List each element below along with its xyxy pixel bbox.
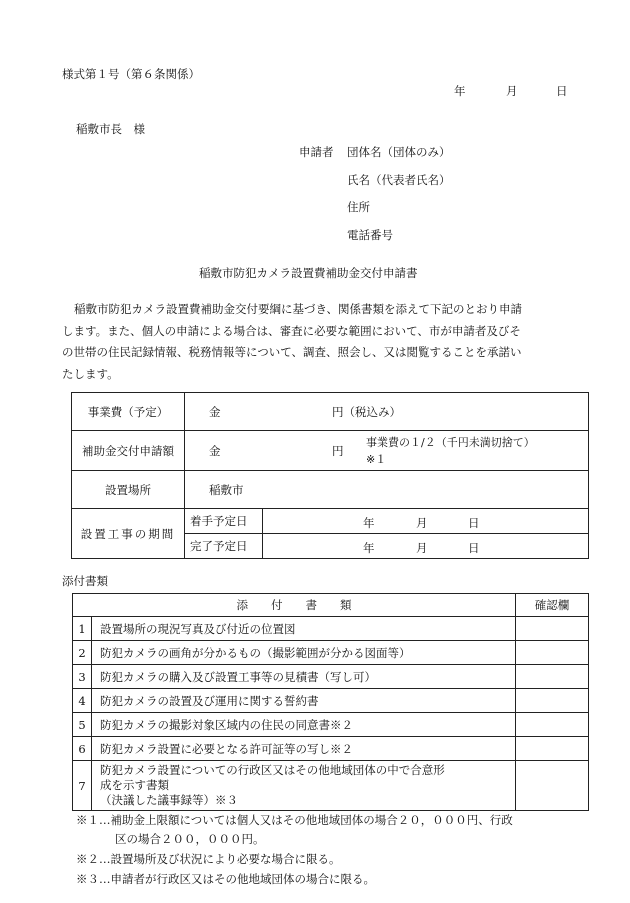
attachment-item: 防犯カメラの画角が分かるもの（撮影範囲が分かる図面等） [92, 641, 516, 665]
row-number: 2 [73, 641, 92, 665]
start-date-label: 着手予定日 [185, 509, 263, 534]
check-column-header: 確認欄 [516, 594, 589, 617]
project-cost-field[interactable] [185, 393, 589, 431]
row-number: 1 [73, 617, 92, 641]
applicant-group-name: 団体名（団体のみ） [347, 145, 451, 159]
check-cell[interactable] [516, 617, 589, 641]
body-line-2: します。また、個人の申請による場合は、審査に必要な範囲において、市が申請者及びそ [62, 323, 521, 338]
subsidy-kin: 金 [209, 443, 221, 458]
applicant-name: 氏名（代表者氏名） [347, 173, 451, 187]
end-day: 日 [468, 541, 480, 555]
start-day: 日 [468, 516, 480, 530]
form-number: 様式第１号（第６条関係） [62, 67, 200, 81]
attachment-item: 防犯カメラの購入及び設置工事等の見積書（写し可） [92, 665, 516, 689]
project-cost-unit: 円（税込み） [332, 405, 401, 419]
application-table [71, 392, 589, 559]
row-number: 4 [73, 689, 92, 713]
location-label: 設置場所 [72, 471, 185, 509]
end-date-field[interactable] [263, 534, 589, 559]
row-number: 3 [73, 665, 92, 689]
check-cell[interactable] [516, 713, 589, 737]
note-1-cont: 区の場合２００，０００円。 [115, 832, 265, 846]
period-label: 設置工事の期間 [72, 509, 185, 559]
start-month: 月 [416, 516, 428, 530]
note-1: ※１…補助金上限額については個人又はその他地域団体の場合２０，０００円、行政 [76, 813, 513, 827]
row-number: 5 [73, 713, 92, 737]
subsidy-note: 事業費の１/２（千円未満切捨て） [366, 436, 535, 449]
check-cell[interactable] [516, 737, 589, 761]
note-2: ※２…設置場所及び状況により必要な場合に限る。 [76, 852, 341, 866]
end-month: 月 [416, 541, 428, 555]
end-date-label: 完了予定日 [185, 534, 263, 559]
end-year: 年 [363, 541, 375, 555]
project-cost-label: 事業費（予定） [72, 393, 185, 431]
date-month: 月 [506, 84, 518, 98]
subsidy-note-ref: ※１ [366, 453, 387, 466]
row-number: 6 [73, 737, 92, 761]
check-cell[interactable] [516, 761, 589, 811]
check-cell[interactable] [516, 689, 589, 713]
row7-line-1: 防犯カメラ設置についての行政区又はその他地域団体の中で合意形 [100, 763, 445, 777]
applicant-address: 住所 [347, 200, 370, 214]
attachment-item: 防犯カメラの設置及び運用に関する誓約書 [92, 689, 516, 713]
row7-line-2: 成を示す書類 [100, 778, 169, 792]
start-date-field[interactable] [263, 509, 589, 534]
attachment-item [92, 761, 516, 811]
date-year: 年 [454, 84, 466, 98]
attachment-item: 防犯カメラ設置に必要となる許可証等の写し※２ [92, 737, 516, 761]
attachments-table [72, 593, 589, 811]
row7-line-3: （決議した議事録等）※３ [100, 793, 238, 807]
applicant-label: 申請者 [299, 145, 334, 159]
subsidy-label: 補助金交付申請額 [72, 431, 185, 471]
check-cell[interactable] [516, 665, 589, 689]
attachment-item: 防犯カメラの撮影対象区域内の住民の同意書※２ [92, 713, 516, 737]
location-value: 稲敷市 [209, 482, 244, 497]
subsidy-field[interactable] [185, 431, 589, 471]
location-field[interactable] [185, 471, 589, 509]
applicant-phone: 電話番号 [347, 228, 393, 242]
addressee: 稲敷市長 様 [76, 122, 145, 136]
body-line-4: たします。 [62, 366, 119, 381]
subsidy-unit: 円 [332, 444, 344, 458]
attachments-section-label: 添付書類 [62, 574, 108, 588]
body-line-1: 稲敷市防犯カメラ設置費補助金交付要綱に基づき、関係書類を添えて下記のとおり申請 [74, 302, 523, 316]
attachments-header: 添 付 書 類 [73, 594, 516, 617]
project-cost-kin: 金 [209, 404, 221, 419]
body-line-3: の世帯の住民記録情報、税務情報等について、調査、照会し、又は閲覧することを承諾い [62, 345, 522, 359]
start-year: 年 [363, 516, 375, 530]
page-title: 稲敷市防犯カメラ設置費補助金交付申請書 [199, 266, 418, 280]
date-day: 日 [556, 84, 568, 98]
check-cell[interactable] [516, 641, 589, 665]
row-number: 7 [73, 761, 92, 811]
note-3: ※３…申請者が行政区又はその他地域団体の場合に限る。 [76, 872, 375, 886]
attachment-item: 設置場所の現況写真及び付近の位置図 [92, 617, 516, 641]
body-text [62, 299, 588, 385]
